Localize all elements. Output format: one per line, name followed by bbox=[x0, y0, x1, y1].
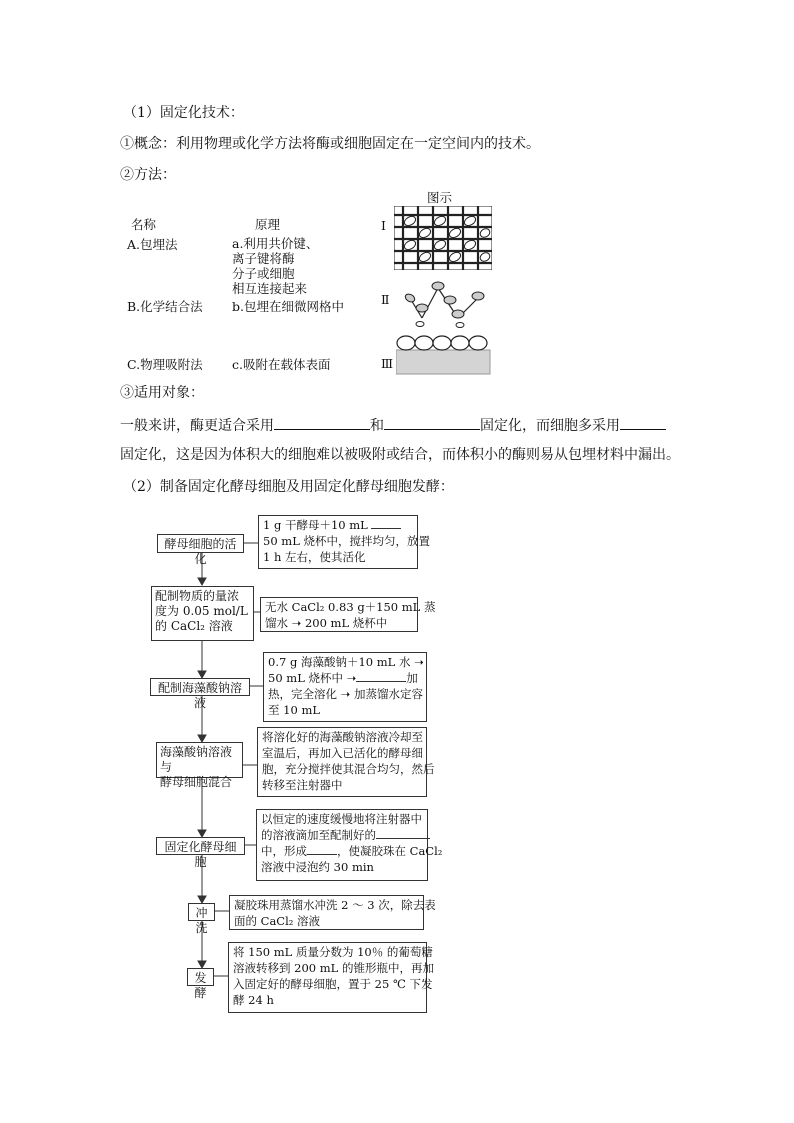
step-label-cacl2 bbox=[151, 586, 254, 641]
step-label-text: 酵母细胞的活化 bbox=[164, 537, 237, 566]
desc-line: 面的 CaCl₂ 溶液 bbox=[234, 914, 321, 928]
step-desc-immobilize bbox=[256, 809, 443, 881]
principle-c: c.吸附在载体表面 bbox=[232, 357, 331, 372]
desc-line: 无水 CaCl₂ 0.83 g＋150 mL 蒸 bbox=[265, 600, 436, 614]
name-header: 名称 bbox=[131, 217, 157, 232]
step-desc-ferment bbox=[228, 942, 434, 1013]
roman-2: Ⅱ bbox=[381, 292, 390, 307]
desc-line: 溶液转移到 200 mL 的锥形瓶中，再加 bbox=[233, 961, 434, 975]
desc-line: 将溶化好的海藻酸钠溶液冷却至 bbox=[262, 730, 423, 744]
concept-text: ①概念：利用物理或化学方法将酶或细胞固定在一定空间内的技术。 bbox=[120, 136, 540, 152]
paragraph-line2: 固定化，这是因为体积大的细胞难以被吸附或结合，而体积小的酶则易从包埋材料中漏出。 bbox=[120, 447, 680, 463]
diagram-header: 图示 bbox=[427, 190, 453, 205]
step-label-alginate bbox=[150, 678, 250, 710]
desc-line: 以恒定的速度缓慢地将注射器中 bbox=[261, 812, 422, 826]
section2-title: （2）制备固定化酵母细胞及用固定化酵母细胞发酵： bbox=[123, 479, 454, 495]
desc-line: 酵 24 h bbox=[233, 993, 274, 1007]
desc-line: 室温后，再加入已活化的酵母细 bbox=[262, 746, 423, 760]
desc-line: 至 10 mL bbox=[268, 703, 320, 717]
para-line1-part-b: 和 bbox=[370, 418, 384, 434]
para-line1-part-a: 一般来讲，酶更适合采用 bbox=[120, 418, 274, 434]
desc-line: 馏水 ➝ 200 mL 烧杯中 bbox=[265, 616, 388, 630]
applicable-text: ③适用对象： bbox=[120, 385, 204, 401]
para-line1-part-c: 固定化，而细胞多采用 bbox=[480, 418, 620, 434]
fill-blank-5[interactable] bbox=[356, 670, 406, 682]
step-desc-cacl2 bbox=[260, 597, 436, 632]
desc-line: 中，形成 bbox=[261, 844, 307, 858]
method-name-a: A.包埋法 bbox=[127, 237, 178, 252]
desc-line: 加 bbox=[406, 671, 418, 685]
principle-a-line3: 分子或细胞 bbox=[232, 266, 295, 281]
step-desc-rinse bbox=[229, 895, 436, 930]
principle-a-line2: 离子键将酶 bbox=[232, 251, 295, 266]
principle-header: 原理 bbox=[255, 217, 281, 232]
step-label-text: 冲洗 bbox=[195, 906, 208, 935]
step-label-text: 发酵 bbox=[194, 971, 207, 1000]
step-label-text: 度为 0.05 mol/L bbox=[155, 604, 248, 618]
desc-line: 入固定好的酵母细胞，置于 25 ℃ 下发 bbox=[233, 977, 433, 991]
principle-a-line1: a.利用共价键、 bbox=[232, 236, 319, 251]
desc-line: 50 mL 烧杯中 ➝ bbox=[268, 671, 357, 685]
step-label-text: 配制海藻酸钠溶液 bbox=[157, 681, 242, 710]
desc-line: 50 mL 烧杯中，搅拌均匀，放置 bbox=[263, 534, 430, 548]
step-label-text: 酵母细胞混合 bbox=[160, 775, 233, 789]
step-label-rinse bbox=[188, 903, 215, 935]
desc-line: 胞，充分搅拌使其混合均匀，然后 bbox=[262, 762, 435, 776]
desc-line: 1 g 干酵母＋10 mL bbox=[263, 518, 368, 532]
fill-blank-6[interactable] bbox=[376, 827, 430, 839]
roman-1: Ⅰ bbox=[381, 218, 386, 233]
step-label-activation bbox=[157, 534, 244, 566]
desc-line: 0.7 g 海藻酸钠＋10 mL 水 ➝ bbox=[268, 655, 424, 669]
step-desc-alginate bbox=[263, 652, 427, 722]
desc-line: 溶液中浸泡约 30 min bbox=[261, 860, 374, 874]
roman-3: Ⅲ bbox=[381, 356, 394, 371]
method-name-c: C.物理吸附法 bbox=[127, 357, 203, 372]
desc-line: 将 150 mL 质量分数为 10％ 的葡萄糖 bbox=[233, 945, 433, 959]
desc-line: 的溶液滴加至配制好的 bbox=[261, 828, 376, 842]
step-desc-mix bbox=[257, 727, 435, 797]
desc-line: 热，完全溶化 ➝ 加蒸馏水定容 bbox=[268, 687, 423, 701]
step-label-mix bbox=[156, 742, 243, 789]
step-label-text: 海藻酸钠溶液与 bbox=[160, 745, 233, 774]
method-text: ②方法： bbox=[120, 167, 176, 183]
method-name-b: B.化学结合法 bbox=[127, 299, 203, 314]
step-label-immobilize bbox=[156, 837, 245, 869]
desc-line: ，使凝胶珠在 CaCl₂ bbox=[337, 844, 443, 858]
desc-line: 凝胶珠用蒸馏水冲洗 2 ～ 3 次，除去表 bbox=[234, 898, 436, 912]
step-desc-activation bbox=[258, 515, 430, 569]
principle-b: b.包埋在细微网格中 bbox=[232, 299, 344, 314]
desc-line: 转移至注射器中 bbox=[262, 778, 343, 792]
section1-title: （1）固定化技术： bbox=[123, 105, 244, 121]
fill-blank-7[interactable] bbox=[307, 843, 337, 855]
step-label-ferment bbox=[187, 968, 214, 1000]
desc-line: 1 h 左右，使其活化 bbox=[263, 550, 366, 564]
step-label-text: 的 CaCl₂ 溶液 bbox=[155, 619, 233, 633]
step-label-text: 配制物质的量浓 bbox=[155, 589, 240, 603]
step-label-text: 固定化酵母细胞 bbox=[164, 840, 237, 869]
fill-blank-4[interactable] bbox=[371, 517, 401, 529]
principle-a-line4: 相互连接起来 bbox=[232, 281, 308, 296]
